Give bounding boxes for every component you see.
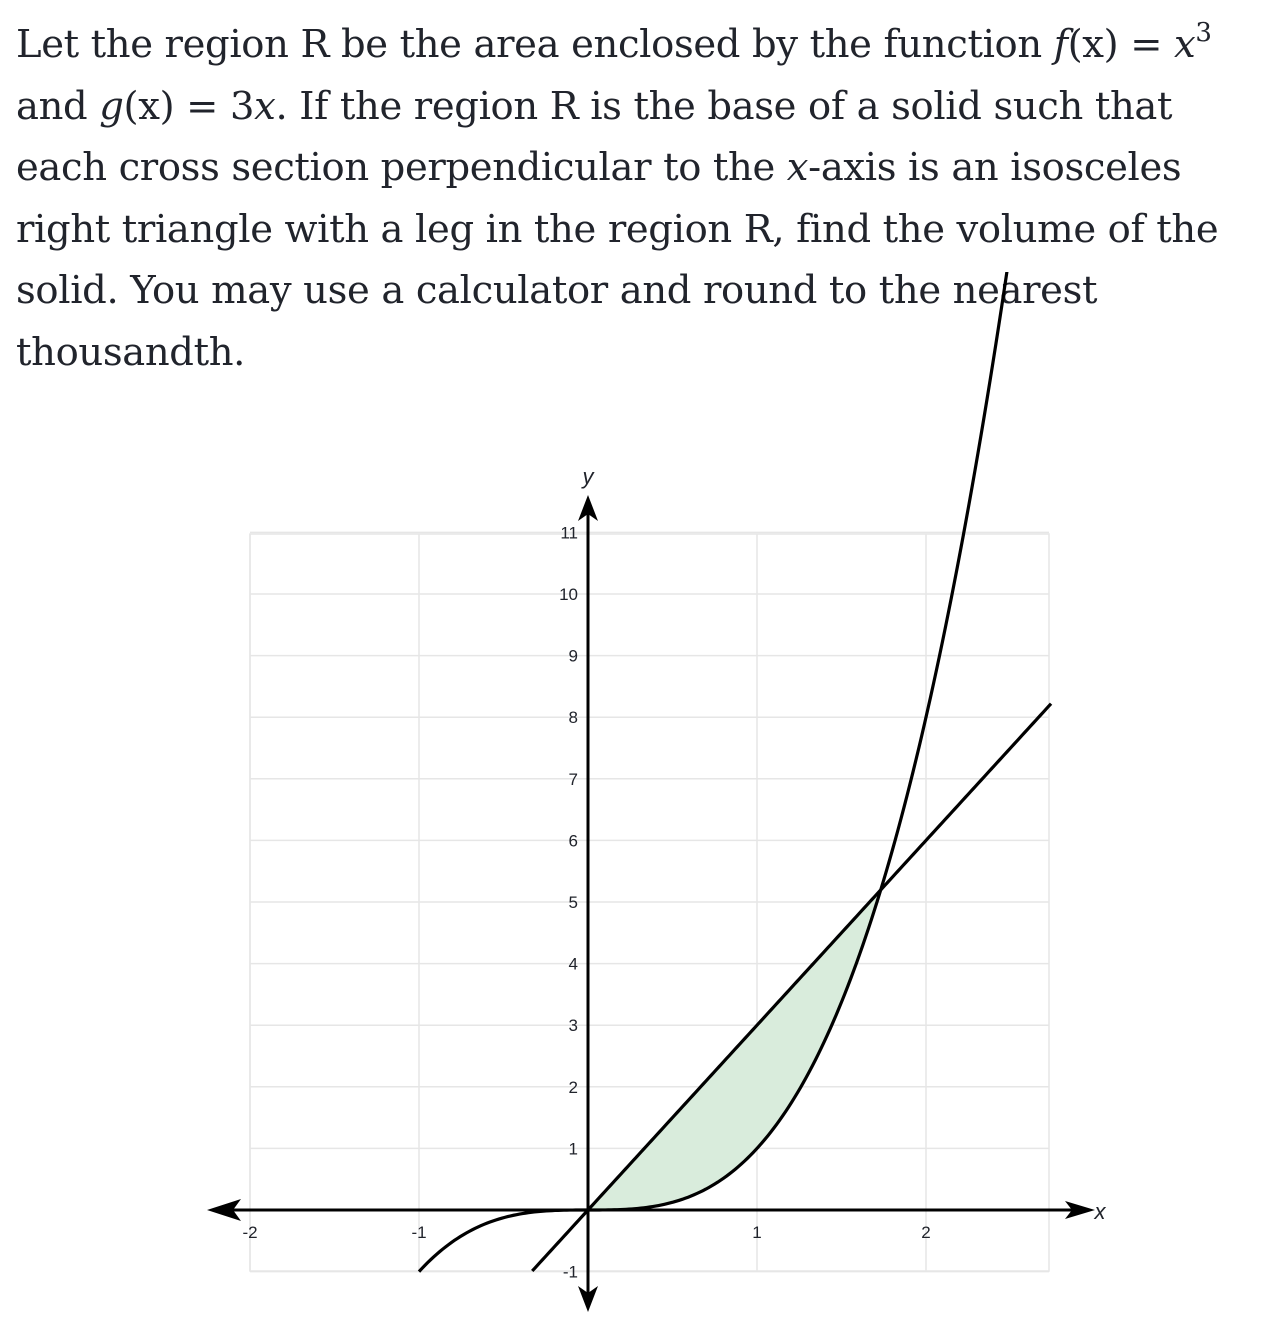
y-tick-label: 6: [568, 831, 578, 851]
y-tick-label: 2: [568, 1077, 578, 1097]
y-tick-label: 3: [568, 1016, 578, 1036]
problem-text-part: and: [16, 83, 100, 129]
y-tick-label: 11: [560, 523, 578, 543]
y-tick-label: 1: [568, 1139, 578, 1159]
y-tick-label: 5: [568, 893, 578, 912]
g-coefficient: 3: [229, 83, 255, 129]
y-tick-label: 10: [559, 585, 578, 604]
x-tick-label: -2: [242, 1223, 258, 1242]
y-tick-label: 7: [568, 769, 578, 789]
equals-sign: =: [174, 83, 230, 129]
equals-sign: =: [1118, 22, 1175, 67]
g-variable: x: [254, 83, 276, 129]
x-variable: x: [786, 145, 809, 190]
problem-text-part: Let the region R be the area enclosed by the function: [16, 22, 1054, 67]
y-tick-label: 8: [568, 708, 578, 728]
y-tick-label: 9: [568, 646, 578, 666]
x-axis-label: x: [1094, 1199, 1106, 1224]
y-tick-label: 4: [568, 954, 578, 974]
y-tick-label: -1: [562, 1262, 578, 1282]
curve-3x: [532, 704, 1051, 1271]
f-exponent: 3: [1195, 18, 1212, 49]
g-argument: (x): [123, 83, 175, 129]
problem-text-part: -axis is an isosceles right triangle with a leg in the region R, find the volume of the solid. You may use a calculator and round to the nearest thousandth.: [16, 145, 1219, 375]
problem-text-part: . If the region R is the base of a solid such that each cross section perpendicular to the: [16, 83, 1173, 190]
x-tick-label: -1: [411, 1223, 427, 1242]
f-argument: (x): [1067, 22, 1119, 67]
x-tick-label: 2: [921, 1223, 931, 1242]
y-axis-label: y: [582, 464, 594, 489]
x-tick-label: 1: [752, 1223, 762, 1242]
f-body: x: [1174, 22, 1196, 67]
f-name: f: [1053, 22, 1068, 67]
g-name: g: [99, 83, 124, 129]
